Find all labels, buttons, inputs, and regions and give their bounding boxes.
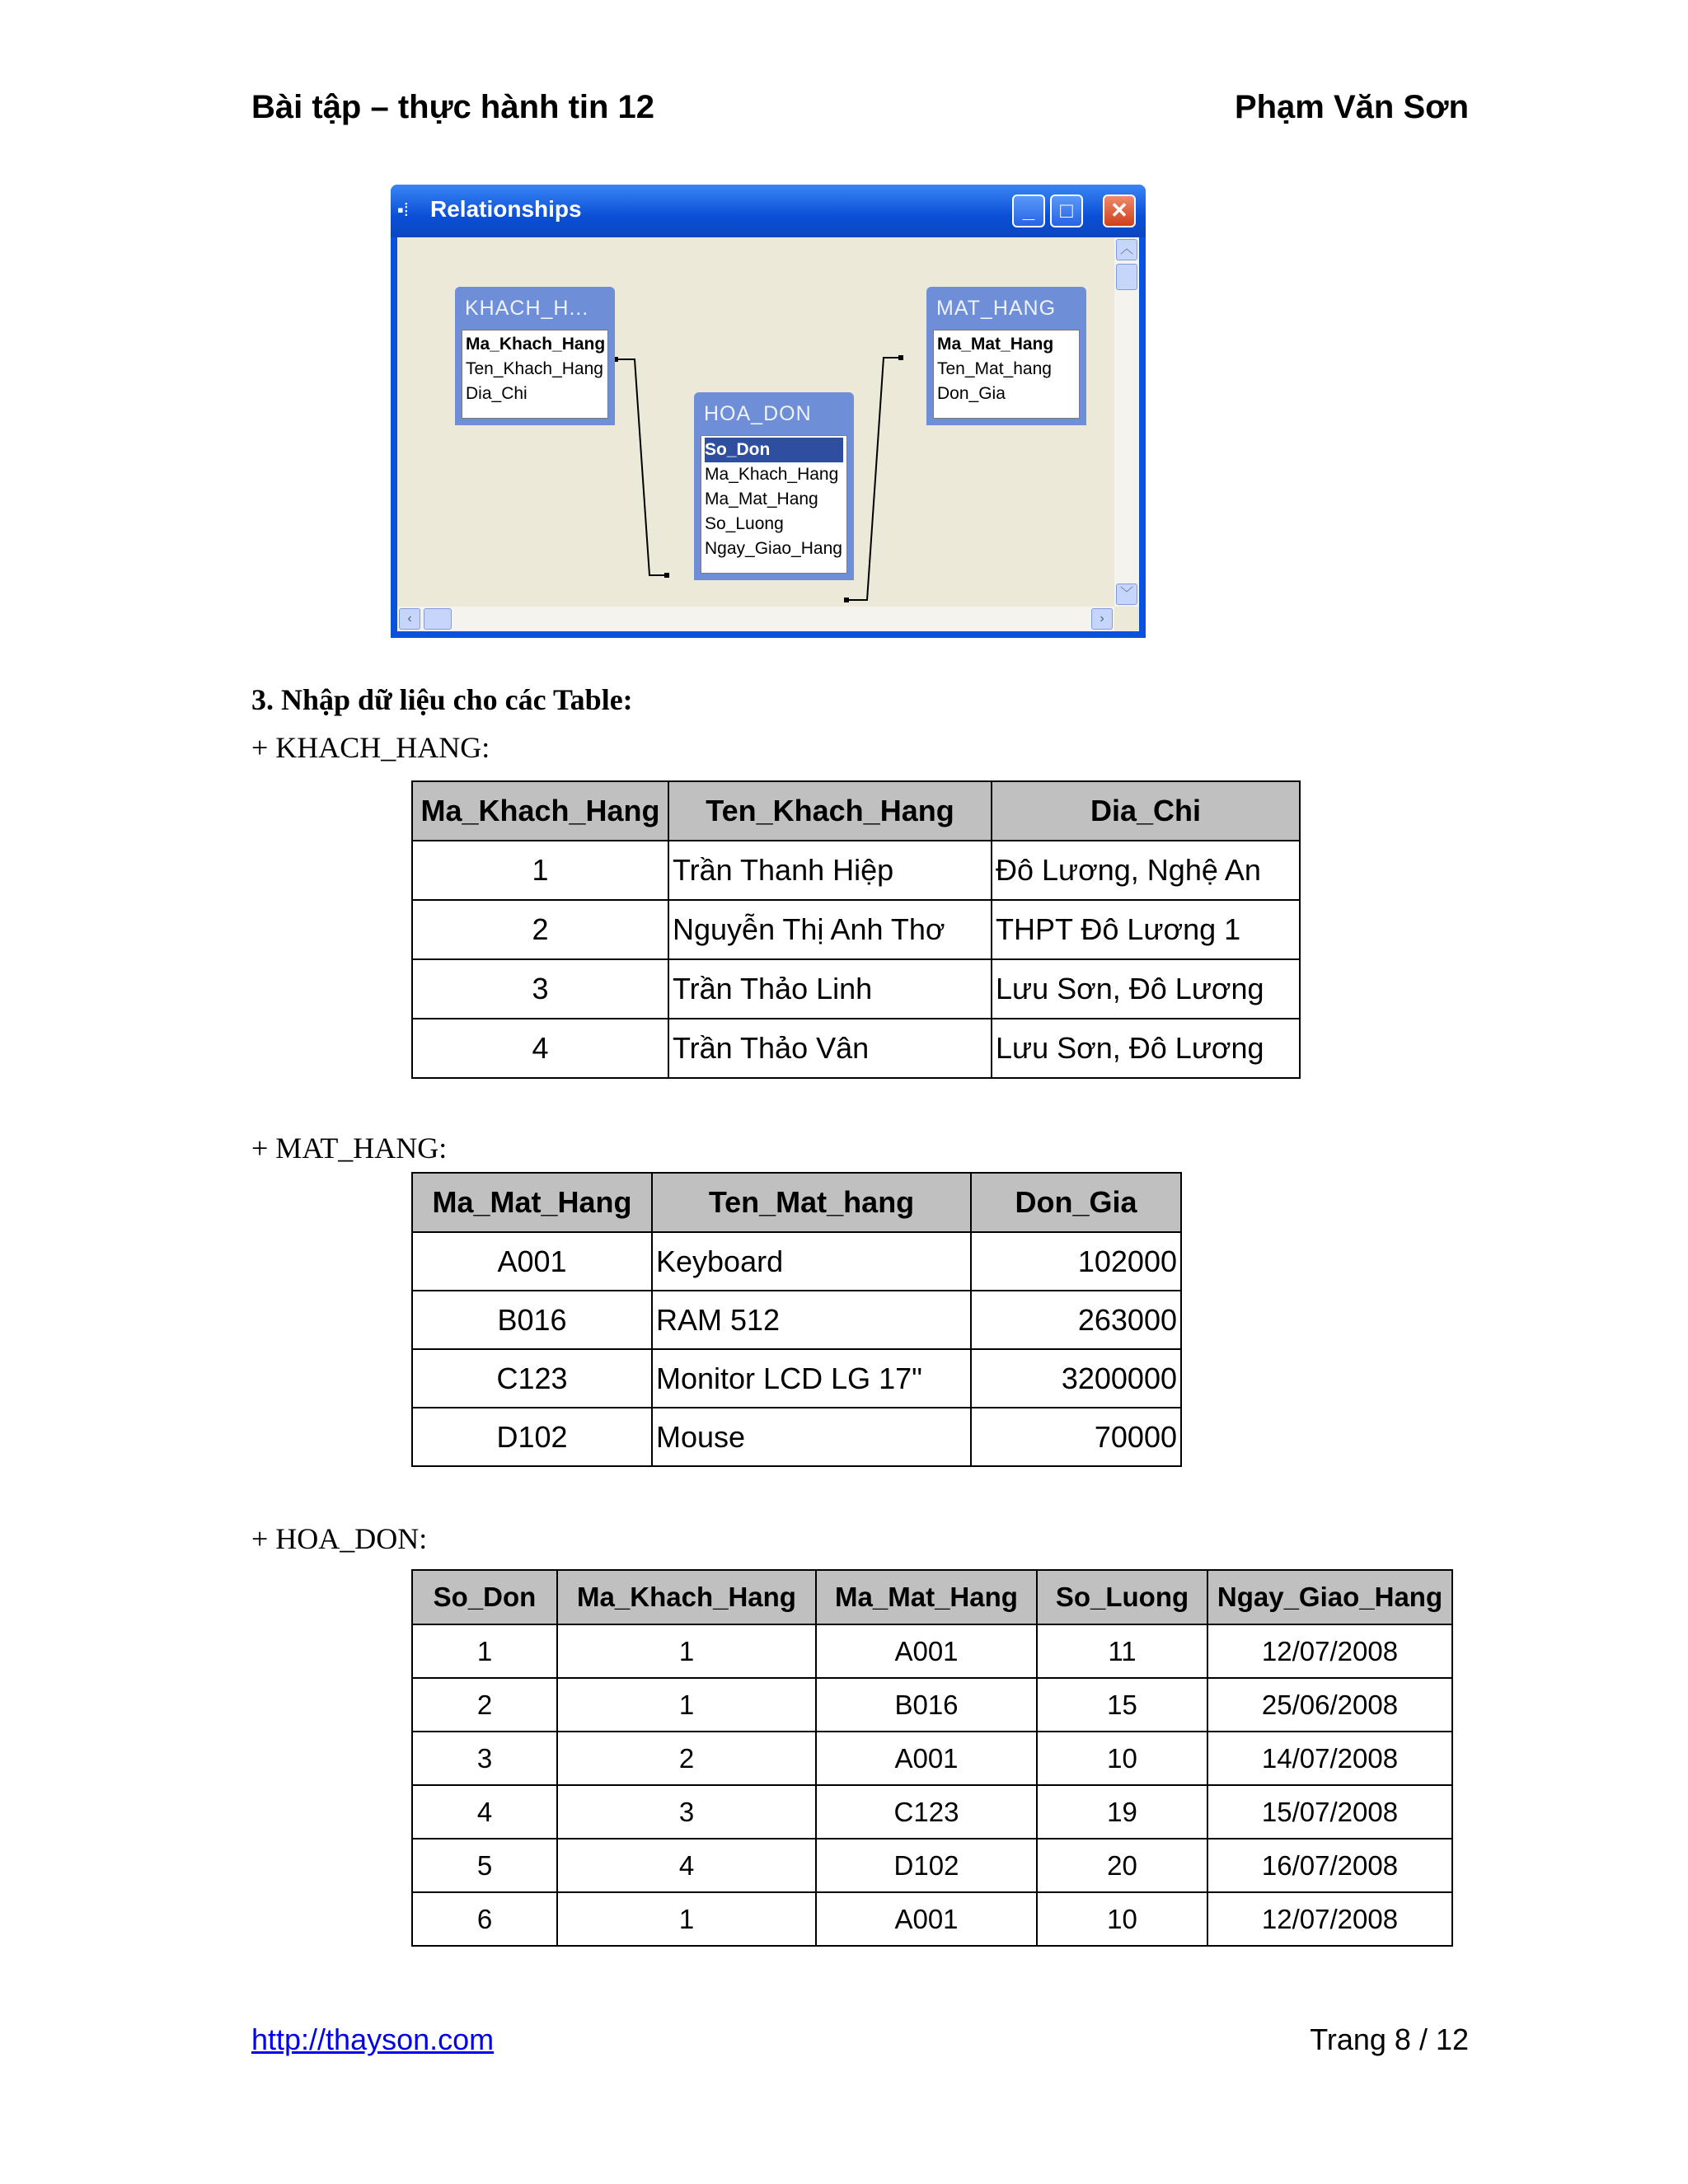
table-cell: Monitor LCD LG 17" (652, 1349, 971, 1408)
table-cell: 70000 (971, 1408, 1181, 1466)
table-header: Ma_Mat_Hang (816, 1570, 1037, 1624)
table-cell: Lưu Sơn, Đô Lương (992, 959, 1300, 1019)
table-cell: 16/07/2008 (1207, 1839, 1452, 1892)
close-button[interactable]: ✕ (1103, 194, 1136, 227)
table-cell: 1 (557, 1624, 816, 1678)
table-cell: 15/07/2008 (1207, 1785, 1452, 1839)
table-hoa-don-fields (701, 435, 847, 574)
table-cell: Nguyễn Thị Anh Thơ (668, 900, 992, 959)
table-cell: 1 (412, 1624, 557, 1678)
hoa-don-label: + HOA_DON: (251, 1522, 428, 1555)
table-cell: 4 (557, 1839, 816, 1892)
table-cell: 3 (557, 1785, 816, 1839)
horizontal-scrollbar[interactable] (397, 607, 1114, 631)
table-row (412, 959, 1300, 1019)
table-cell: B016 (816, 1678, 1037, 1732)
table-cell: A001 (412, 1232, 652, 1291)
scroll-up-icon[interactable]: ︿ (1116, 239, 1137, 260)
table-cell: 10 (1037, 1732, 1207, 1785)
maximize-button[interactable]: □ (1050, 194, 1083, 227)
table-cell: RAM 512 (652, 1291, 971, 1349)
table-mat-hang-title: MAT_HANG (936, 297, 1057, 320)
field-ma-mat-hang[interactable]: Ma_Mat_Hang (937, 335, 1054, 354)
table-khach-hang[interactable] (455, 287, 615, 425)
table-cell: Mouse (652, 1408, 971, 1466)
table-row (412, 1732, 1452, 1785)
table-cell: 11 (1037, 1624, 1207, 1678)
table-cell: C123 (412, 1349, 652, 1408)
relationships-canvas (397, 237, 1114, 607)
table-cell: 12/07/2008 (1207, 1892, 1452, 1946)
table-cell: 2 (412, 1678, 557, 1732)
field-don-gia[interactable]: Don_Gia (937, 384, 1006, 403)
table-cell: 4 (412, 1019, 668, 1078)
scroll-right-icon[interactable]: › (1091, 608, 1113, 630)
table-cell: Keyboard (652, 1232, 971, 1291)
field-so-luong[interactable]: So_Luong (705, 514, 784, 533)
table-cell: B016 (412, 1291, 652, 1349)
scroll-down-icon[interactable]: ﹀ (1116, 583, 1137, 605)
table-cell: 3200000 (971, 1349, 1181, 1408)
table-row (412, 1785, 1452, 1839)
table-cell: C123 (816, 1785, 1037, 1839)
field-dia-chi[interactable]: Dia_Chi (466, 384, 528, 403)
table-header: Ma_Mat_Hang (412, 1173, 652, 1232)
vertical-scroll-thumb[interactable] (1116, 264, 1137, 290)
field-ma-khach-hang[interactable]: Ma_Khach_Hang (466, 335, 606, 354)
table-hoa-don-title: HOA_DON (704, 402, 812, 425)
table-cell: 3 (412, 1732, 557, 1785)
hoa-don-table (411, 1569, 1453, 1947)
table-row (412, 900, 1300, 959)
field-ten-mat-hang[interactable]: Ten_Mat_hang (937, 359, 1052, 378)
table-row (412, 841, 1300, 900)
mat-hang-label: + MAT_HANG: (251, 1132, 448, 1165)
table-cell: 25/06/2008 (1207, 1678, 1452, 1732)
section-title: 3. Nhập dữ liệu cho các Table: (251, 683, 633, 716)
table-mat-hang-fields (933, 330, 1080, 419)
table-cell: 263000 (971, 1291, 1181, 1349)
table-header: Ten_Mat_hang (652, 1173, 971, 1232)
table-cell: A001 (816, 1892, 1037, 1946)
footer-link[interactable]: http://thayson.com (251, 2022, 495, 2056)
table-cell: 1 (412, 841, 668, 900)
table-cell: A001 (816, 1624, 1037, 1678)
field-ma-mat-hang[interactable]: Ma_Mat_Hang (705, 490, 818, 509)
table-header: So_Don (412, 1570, 557, 1624)
table-cell: Đô Lương, Nghệ An (992, 841, 1300, 900)
khach-hang-label: + KHACH_HANG: (251, 731, 490, 764)
table-header: Ma_Khach_Hang (412, 781, 668, 841)
relationships-icon: ▪⁞ (397, 199, 409, 220)
table-header: Ngay_Giao_Hang (1207, 1570, 1452, 1624)
relationships-window (391, 185, 1146, 638)
table-header: Ma_Khach_Hang (557, 1570, 816, 1624)
mat-hang-table (411, 1172, 1182, 1467)
window-title: Relationships (430, 196, 582, 222)
table-row (412, 1678, 1452, 1732)
table-cell: 2 (412, 900, 668, 959)
table-cell: 1 (557, 1892, 816, 1946)
table-cell: 5 (412, 1839, 557, 1892)
table-cell: 1 (557, 1678, 816, 1732)
table-khach-hang-fields (462, 330, 608, 419)
table-cell: 4 (412, 1785, 557, 1839)
table-cell: 19 (1037, 1785, 1207, 1839)
window-titlebar[interactable] (391, 185, 1146, 237)
minimize-button[interactable]: _ (1012, 194, 1045, 227)
table-cell: 6 (412, 1892, 557, 1946)
field-so-don[interactable]: So_Don (705, 438, 843, 462)
table-row (412, 1349, 1181, 1408)
table-header: Dia_Chi (992, 781, 1300, 841)
table-cell: 15 (1037, 1678, 1207, 1732)
table-header: Don_Gia (971, 1173, 1181, 1232)
table-header: Ten_Khach_Hang (668, 781, 992, 841)
scrollbar-corner (1114, 607, 1139, 631)
table-cell: 3 (412, 959, 668, 1019)
table-row (412, 1624, 1452, 1678)
header-author: Phạm Văn Sơn (1234, 89, 1469, 125)
table-row (412, 1291, 1181, 1349)
table-khach-hang-title: KHACH_H... (465, 297, 589, 320)
table-cell: Trần Thảo Vân (668, 1019, 992, 1078)
table-cell: D102 (412, 1408, 652, 1466)
table-row (412, 1408, 1181, 1466)
table-cell: 10 (1037, 1892, 1207, 1946)
table-row (412, 1839, 1452, 1892)
header-title: Bài tập – thực hành tin 12 (251, 89, 655, 125)
table-cell: Trần Thảo Linh (668, 959, 992, 1019)
field-ma-khach-hang[interactable]: Ma_Khach_Hang (705, 465, 839, 484)
table-header: So_Luong (1037, 1570, 1207, 1624)
table-cell: 2 (557, 1732, 816, 1785)
horizontal-scroll-thumb[interactable] (424, 608, 452, 630)
table-cell: 20 (1037, 1839, 1207, 1892)
table-cell: 102000 (971, 1232, 1181, 1291)
table-cell: 12/07/2008 (1207, 1624, 1452, 1678)
page-number: Trang 8 / 12 (1310, 2022, 1469, 2056)
table-cell: D102 (816, 1839, 1037, 1892)
table-hoa-don[interactable] (694, 392, 854, 580)
table-cell: 14/07/2008 (1207, 1732, 1452, 1785)
table-mat-hang[interactable] (926, 287, 1086, 425)
field-ten-khach-hang[interactable]: Ten_Khach_Hang (466, 359, 603, 378)
khach-hang-table (411, 780, 1301, 1079)
table-cell: Trần Thanh Hiệp (668, 841, 992, 900)
field-ngay-giao-hang[interactable]: Ngay_Giao_Hang (705, 539, 842, 558)
table-cell: Lưu Sơn, Đô Lương (992, 1019, 1300, 1078)
table-row (412, 1019, 1300, 1078)
scroll-left-icon[interactable]: ‹ (399, 608, 420, 630)
vertical-scrollbar[interactable] (1114, 237, 1139, 607)
table-cell: A001 (816, 1732, 1037, 1785)
table-cell: THPT Đô Lương 1 (992, 900, 1300, 959)
table-row (412, 1232, 1181, 1291)
table-row (412, 1892, 1452, 1946)
window-client-area (397, 237, 1139, 631)
